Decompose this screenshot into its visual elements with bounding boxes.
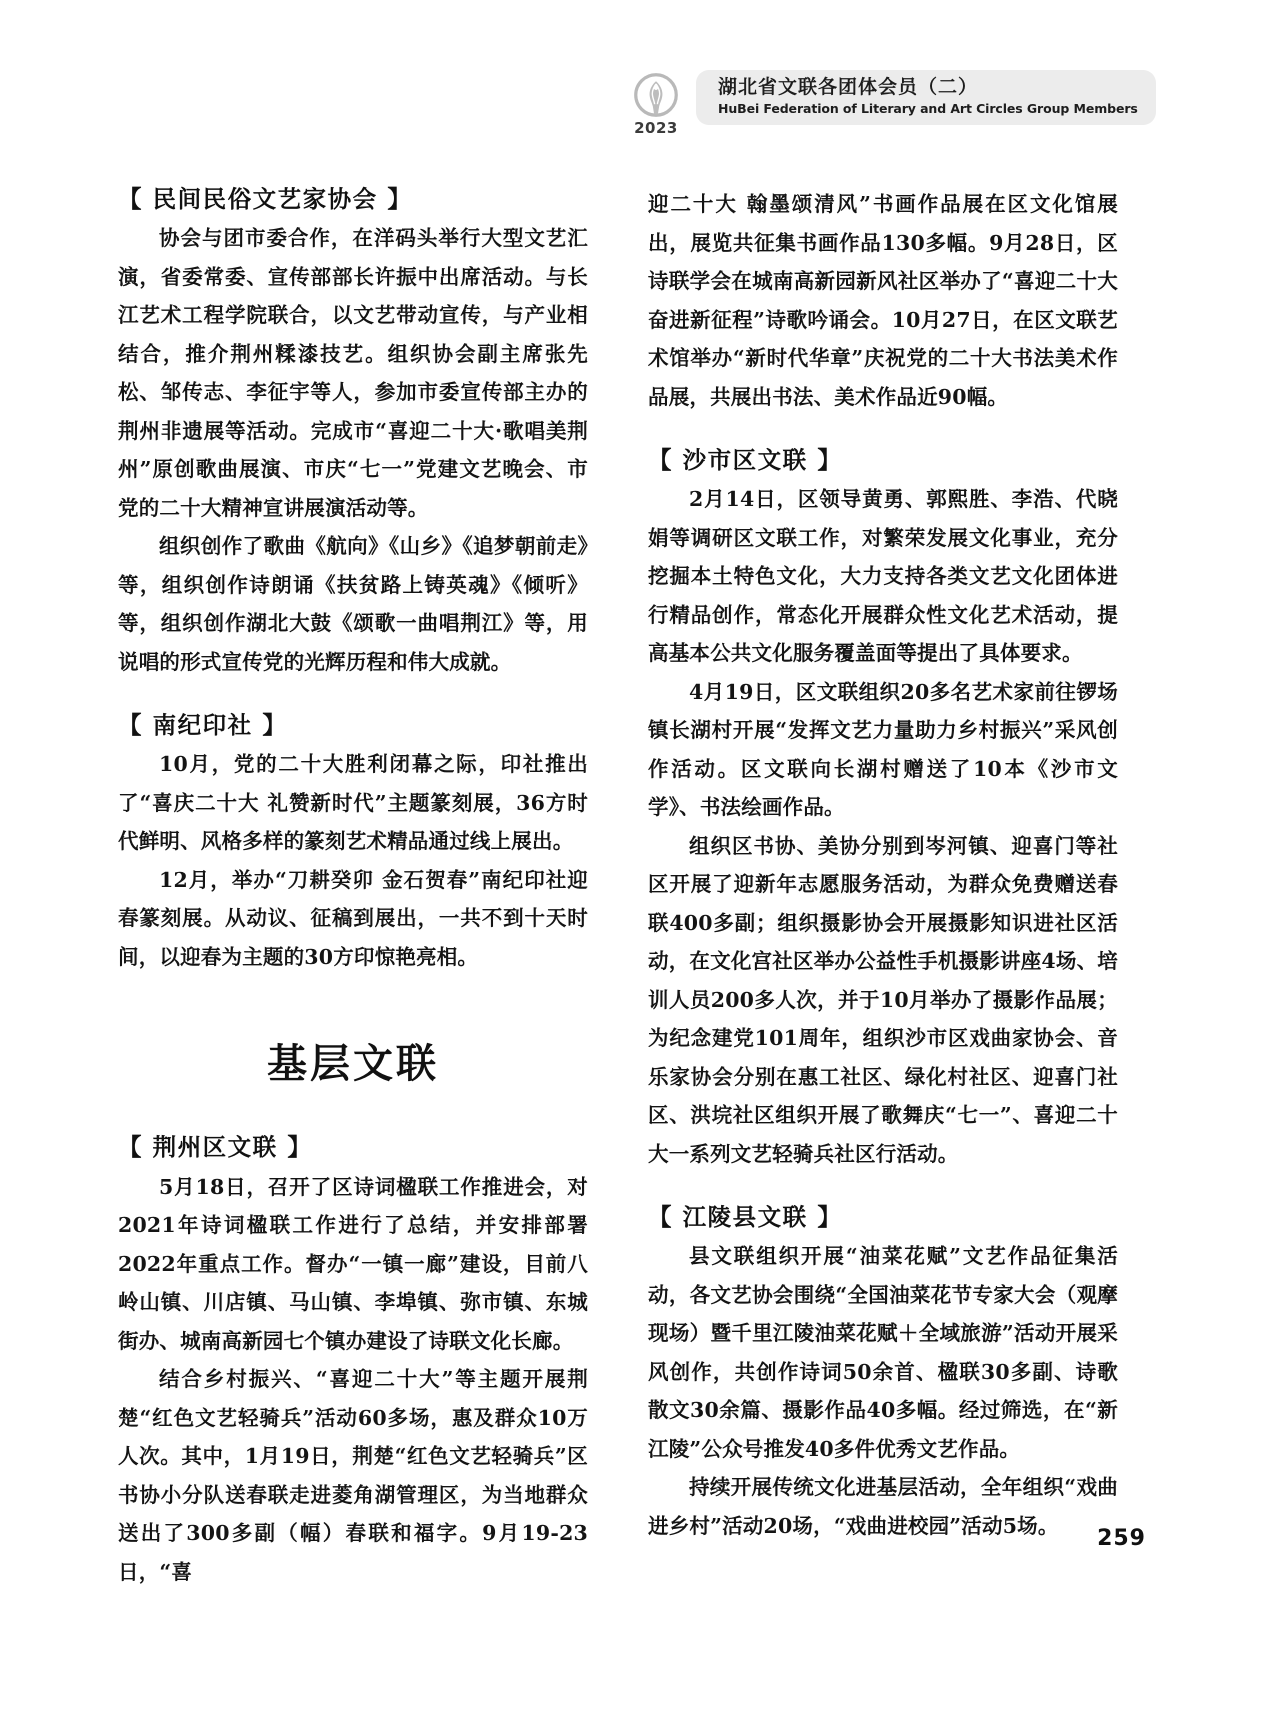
logo-year: 2023 bbox=[634, 119, 678, 137]
page-number: 259 bbox=[1097, 1526, 1146, 1551]
header-title-cn: 湖北省文联各团体会员（二） bbox=[718, 76, 979, 98]
major-section-heading: 基层文联 bbox=[267, 1041, 439, 1088]
header-title-band bbox=[696, 70, 1156, 125]
paragraph-continuation: 迎二十大 翰墨颂清风”书画作品展在区文化馆展出，展览共征集书画作品130多幅。9月28日，区诗联学会在城南高新园新风社区举办了“喜迎二十大 奋进新征程”诗歌吟诵会。10月27日，在区文联艺术馆举办“新时代华章”庆祝党的二十大书法美术作品展，共展出书法、美术作品近90幅。 bbox=[648, 192, 1118, 409]
paragraph: 12月，举办“刀耕癸卯 金石贺春”南纪印社迎春篆刻展。从动议、征稿到展出，一共不到十天时间，以迎春为主题的30方印惊艳亮相。 bbox=[118, 867, 588, 969]
section-heading-nanji-seal-society: 【 南纪印社 】 bbox=[118, 711, 288, 740]
paragraph: 10月，党的二十大胜利闭幕之际，印社推出了“喜庆二十大 礼赞新时代”主题篆刻展，36方时代鲜明、风格多样的篆刻艺术精品通过线上展出。 bbox=[118, 752, 588, 854]
paragraph: 协会与团市委合作，在洋码头举行大型文艺汇演，省委常委、宣传部部长许振中出席活动。与长江艺术工程学院联合，以文艺带动宣传，与产业相结合，推介荆州糅漆技艺。组织协会副主席张先松、邹传志、李征宇等人，参加市委宣传部主办的荆州非遗展等活动。完成市“喜迎二十大·歌唱美荆州”原创歌曲展演、市庆“七一”党建文艺晚会、市党的二十大精神宣讲展演活动等。 bbox=[118, 226, 588, 520]
spacer bbox=[648, 1173, 1118, 1203]
spacer bbox=[118, 681, 588, 711]
page-header bbox=[620, 70, 1146, 137]
section-heading-folk-art-association: 【 民间民俗文艺家协会 】 bbox=[118, 185, 413, 213]
section-heading-shashi-district-federation: 【 沙市区文联 】 bbox=[648, 446, 843, 474]
paragraph: 5月18日，召开了区诗词楹联工作推进会，对2021年诗词楹联工作进行了总结，并安排部署2022年重点工作。督办“一镇一廊”建设，目前八岭山镇、川店镇、马山镇、李埠镇、弥市镇、东城街办、城南高新园七个镇办建设了诗联文化长廊。 bbox=[118, 1174, 588, 1353]
paragraph: 2月14日，区领导黄勇、郭熙胜、李浩、代晓娟等调研区文联工作，对繁荣发展文化事业，充分挖掘本土特色文化，大力支持各类文艺文化团体进行精品创作，常态化开展群众性文化艺术活动，提高基本公共文化服务覆盖面等提出了具体要求。 bbox=[648, 487, 1118, 666]
paragraph: 县文联组织开展“油菜花赋”文艺作品征集活动，各文艺协会围绕“全国油菜花节专家大会（观摩现场）暨千里江陵油菜花赋＋全域旅游”活动开展采风创作，共创作诗词50余首、楹联30多副、诗歌散文30余篇、摄影作品40多幅。经过筛选，在“新江陵”公众号推发40多件优秀文艺作品。 bbox=[648, 1244, 1118, 1461]
spacer bbox=[648, 416, 1118, 446]
section-heading-jingzhou-district-federation: 【 荆州区文联 】 bbox=[118, 1133, 313, 1162]
paragraph: 组织区书协、美协分别到岑河镇、迎喜门等社区开展了迎新年志愿服务活动，为群众免费赠送春联400多副；组织摄影协会开展摄影知识进社区活动，在文化宫社区举办公益性手机摄影讲座4场、培训人员200多人次，并于10月举办了摄影作品展；为纪念建党101周年，组织沙市区戏曲家协会、音乐家协会分别在惠工社区、绿化村社区、迎喜门社区、洪垸社区组织开展了歌舞庆“七一”、喜迎二十大一系列文艺轻骑兵社区行活动。 bbox=[648, 833, 1118, 1166]
header-title-en: HuBei Federation of Literary and Art Circles Group Members bbox=[718, 100, 1138, 116]
section-heading-jiangling-county-federation: 【 江陵县文联 】 bbox=[648, 1203, 843, 1232]
paragraph: 组织创作了歌曲《航向》《山乡》《追梦朝前走》等，组织创作诗朗诵《扶贫路上铸英魂》《倾听》等，组织创作湖北大鼓《颂歌一曲唱荆江》等，用说唱的形式宣传党的光辉历程和伟大成就。 bbox=[118, 534, 588, 674]
logo-block bbox=[620, 72, 692, 137]
paragraph: 结合乡村振兴、“喜迎二十大”等主题开展荆楚“红色文艺轻骑兵”活动60多场，惠及群众10万人次。其中，1月19日，荆楚“红色文艺轻骑兵”区书协小分队送春联走进菱角湖管理区，为当地群众送出了300多副（幅）春联和福字。9月19-23日，“喜 bbox=[118, 1367, 588, 1584]
hubei-federation-logo-icon bbox=[633, 72, 679, 118]
left-column bbox=[118, 185, 588, 1584]
paragraph: 4月19日，区文联组织20多名艺术家前往锣场镇长湖村开展“发挥文艺力量助力乡村振兴”采风创作活动。区文联向长湖村赠送了10本《沙市文学》、书法绘画作品。 bbox=[648, 679, 1118, 820]
paragraph: 持续开展传统文化进基层活动，全年组织“戏曲进乡村”活动20场，“戏曲进校园”活动5场。 bbox=[648, 1475, 1118, 1538]
right-column bbox=[648, 185, 1118, 1538]
